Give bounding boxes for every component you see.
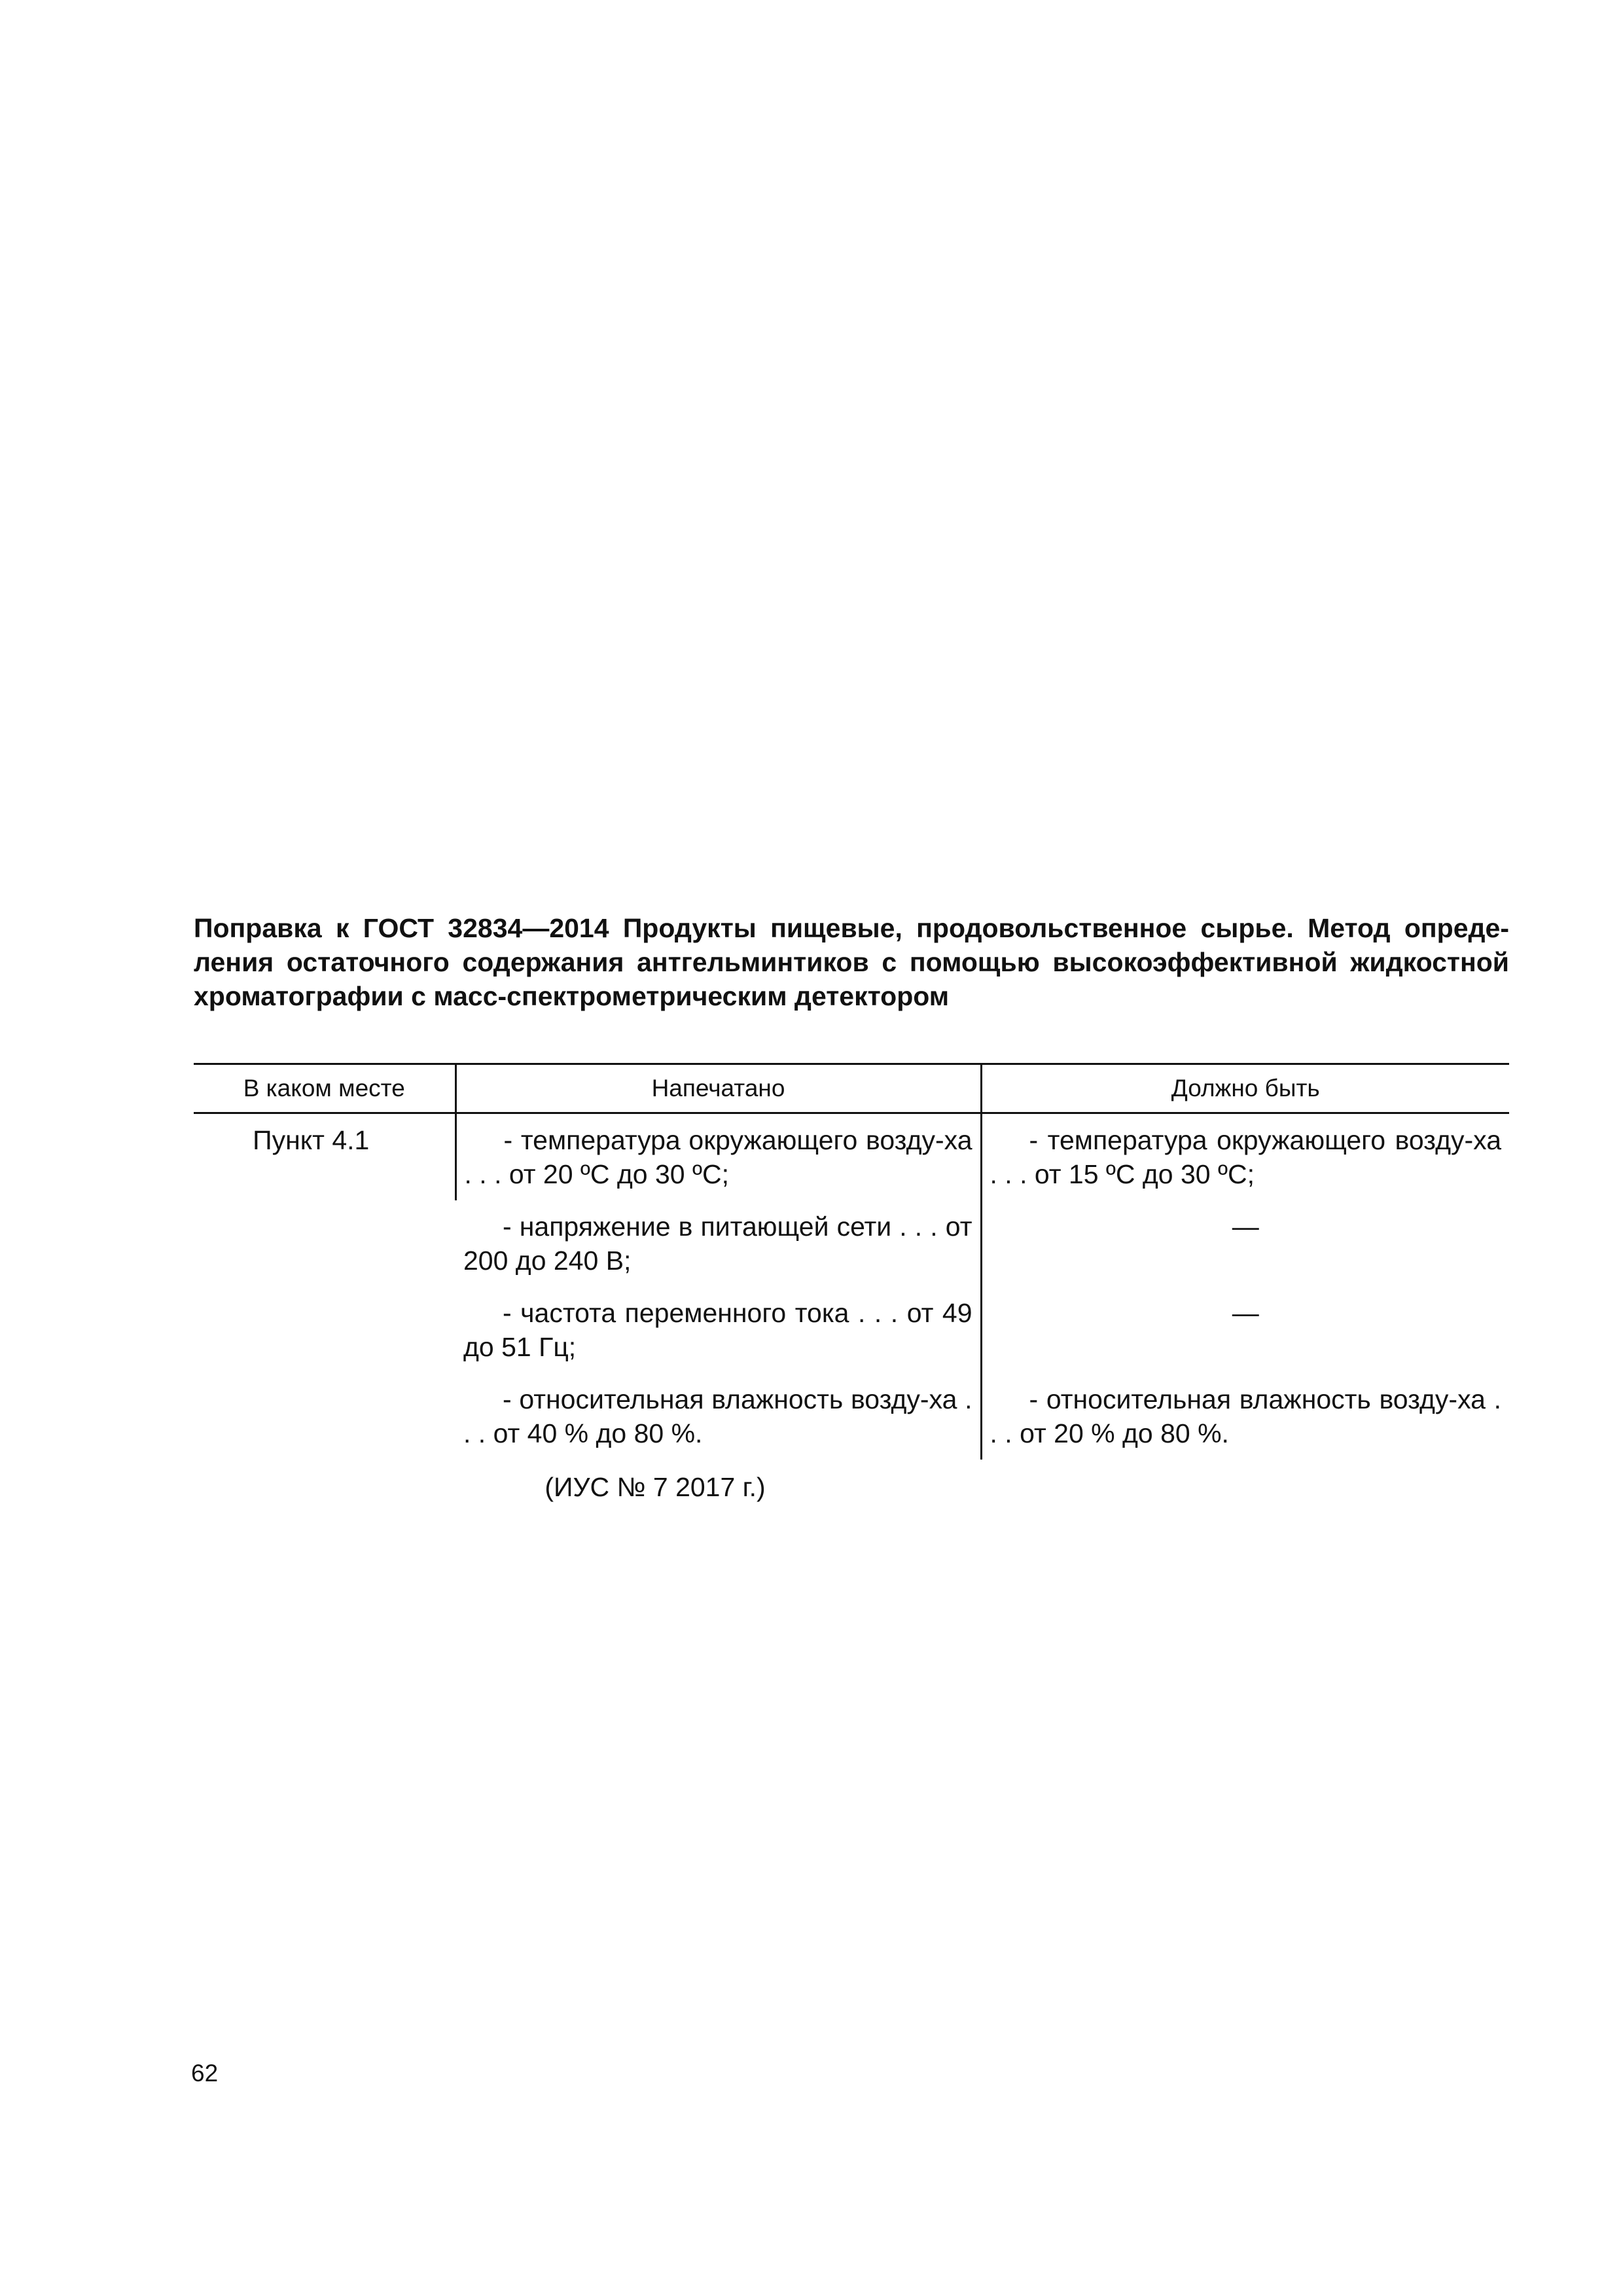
header-printed: Напечатано (455, 1064, 981, 1113)
correct-cell (981, 1373, 1509, 1460)
header-place: В каком месте (194, 1064, 455, 1113)
printed-cell (455, 1287, 981, 1373)
place-cell: Пункт 4.1 (253, 1125, 370, 1155)
correct-cell: — (981, 1287, 1509, 1373)
printed-text: - напряжение в питающей сети . . . от 200 до 240 В; (463, 1211, 972, 1276)
page-number: 62 (191, 2060, 219, 2087)
printed-text: - частота переменного тока . . . от 49 до 51 Гц; (463, 1298, 972, 1362)
printed-cell (455, 1113, 981, 1201)
correct-cell: — (981, 1200, 1509, 1287)
title-line-3: хроматографии с масс-спектрометрическим детектором (194, 981, 950, 1011)
correct-text: - относительная влажность возду-ха . . . от 20 % до 80 %. (990, 1384, 1501, 1448)
title-line-1: Поправка к ГОСТ 32834—2014 Продукты пищевые, продовольственное сырье. Метод опреде- (194, 913, 1509, 943)
table-row (194, 1113, 1509, 1201)
amendment-table (194, 1063, 1509, 1460)
ius-note: (ИУС № 7 2017 г.) (544, 1472, 766, 1502)
correct-cell (981, 1113, 1509, 1201)
header-correct: Должно быть (981, 1064, 1509, 1113)
printed-text: - температура окружающего возду-ха . . . от 20 ºС до 30 ºС; (464, 1125, 972, 1189)
amendment-title (194, 911, 1509, 1013)
correct-text: - температура окружающего возду-ха . . . от 15 ºС до 30 ºС; (990, 1125, 1501, 1189)
printed-cell (455, 1373, 981, 1460)
title-line-2: ления остаточного содержания антгельминтиков с помощью высокоэффективной жидкостной (194, 947, 1509, 977)
printed-cell (455, 1200, 981, 1287)
table-header-row (194, 1064, 1509, 1113)
printed-text: - относительная влажность возду-ха . . . от 40 % до 80 %. (463, 1384, 972, 1448)
